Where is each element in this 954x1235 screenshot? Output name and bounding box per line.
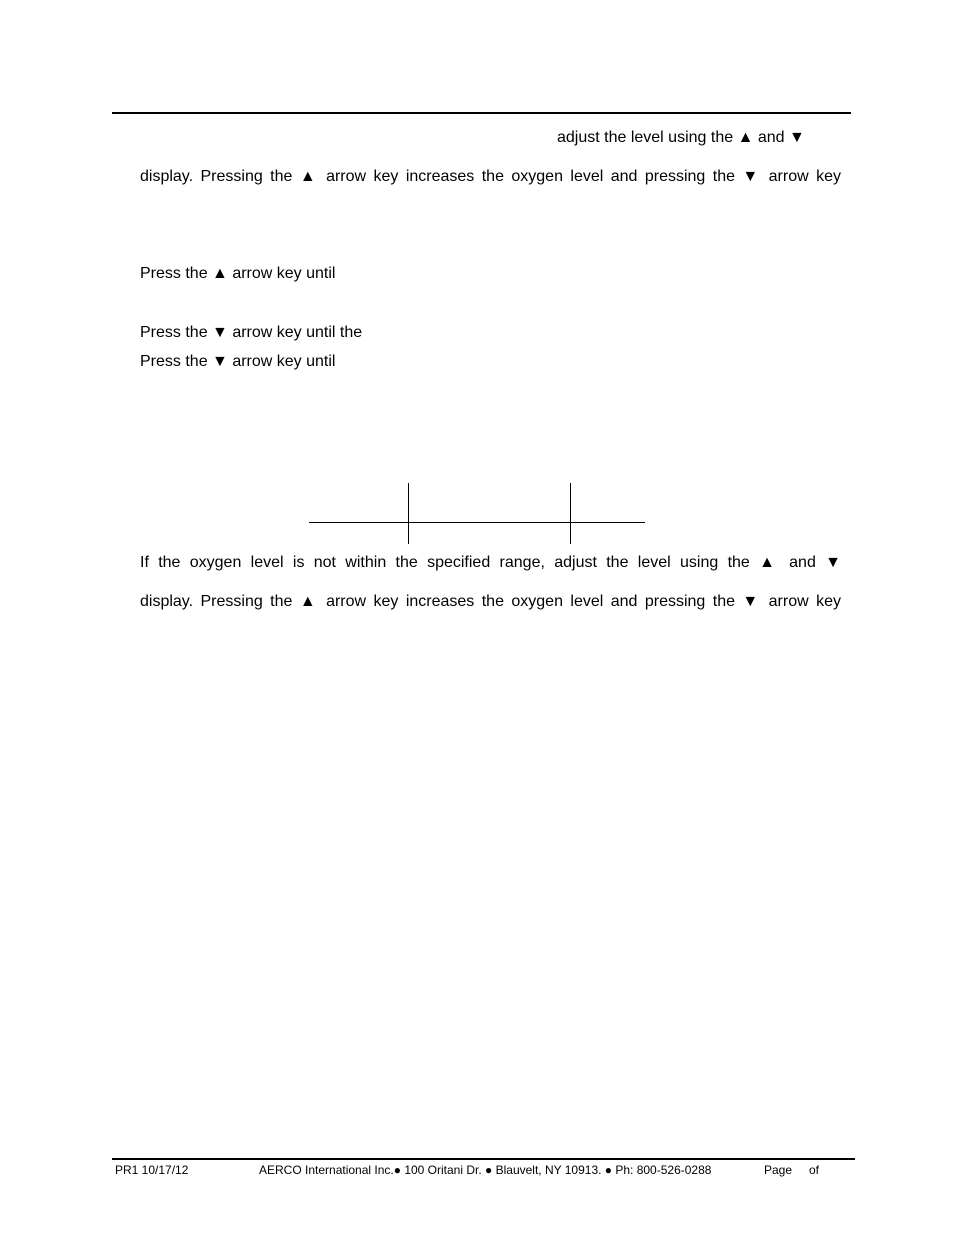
text-fragment-adjust: adjust the level using the ▲ and ▼	[557, 129, 805, 146]
step-press-up: Press the ▲ arrow key until	[140, 265, 336, 282]
table-column-divider-1	[408, 483, 409, 544]
footer-page-label: Page	[764, 1163, 793, 1177]
text-fragment-display: display. Pressing the ▲ arrow key increases the oxygen level and pressing the ▼ arrow key	[140, 168, 841, 185]
footer-of-label: of	[809, 1163, 820, 1177]
footer-company-address: AERCO International Inc.● 100 Oritani Dr. ● Blauvelt, NY 10913. ● Ph: 800-526-0288	[259, 1163, 712, 1177]
paragraph-line-2: display. Pressing the ▲ arrow key increases the oxygen level and pressing the ▼ arrow key	[140, 593, 841, 610]
step-press-down-1: Press the ▼ arrow key until the	[140, 324, 363, 341]
table-row-divider	[309, 522, 645, 523]
footer-rule	[112, 1158, 855, 1160]
header-rule	[112, 112, 851, 114]
footer-revision: PR1 10/17/12	[115, 1163, 189, 1177]
step-press-down-2: Press the ▼ arrow key until	[140, 353, 336, 370]
paragraph-line-1: If the oxygen level is not within the specified range, adjust the level using the ▲ and ▼	[140, 554, 841, 571]
table-column-divider-2	[570, 483, 571, 544]
